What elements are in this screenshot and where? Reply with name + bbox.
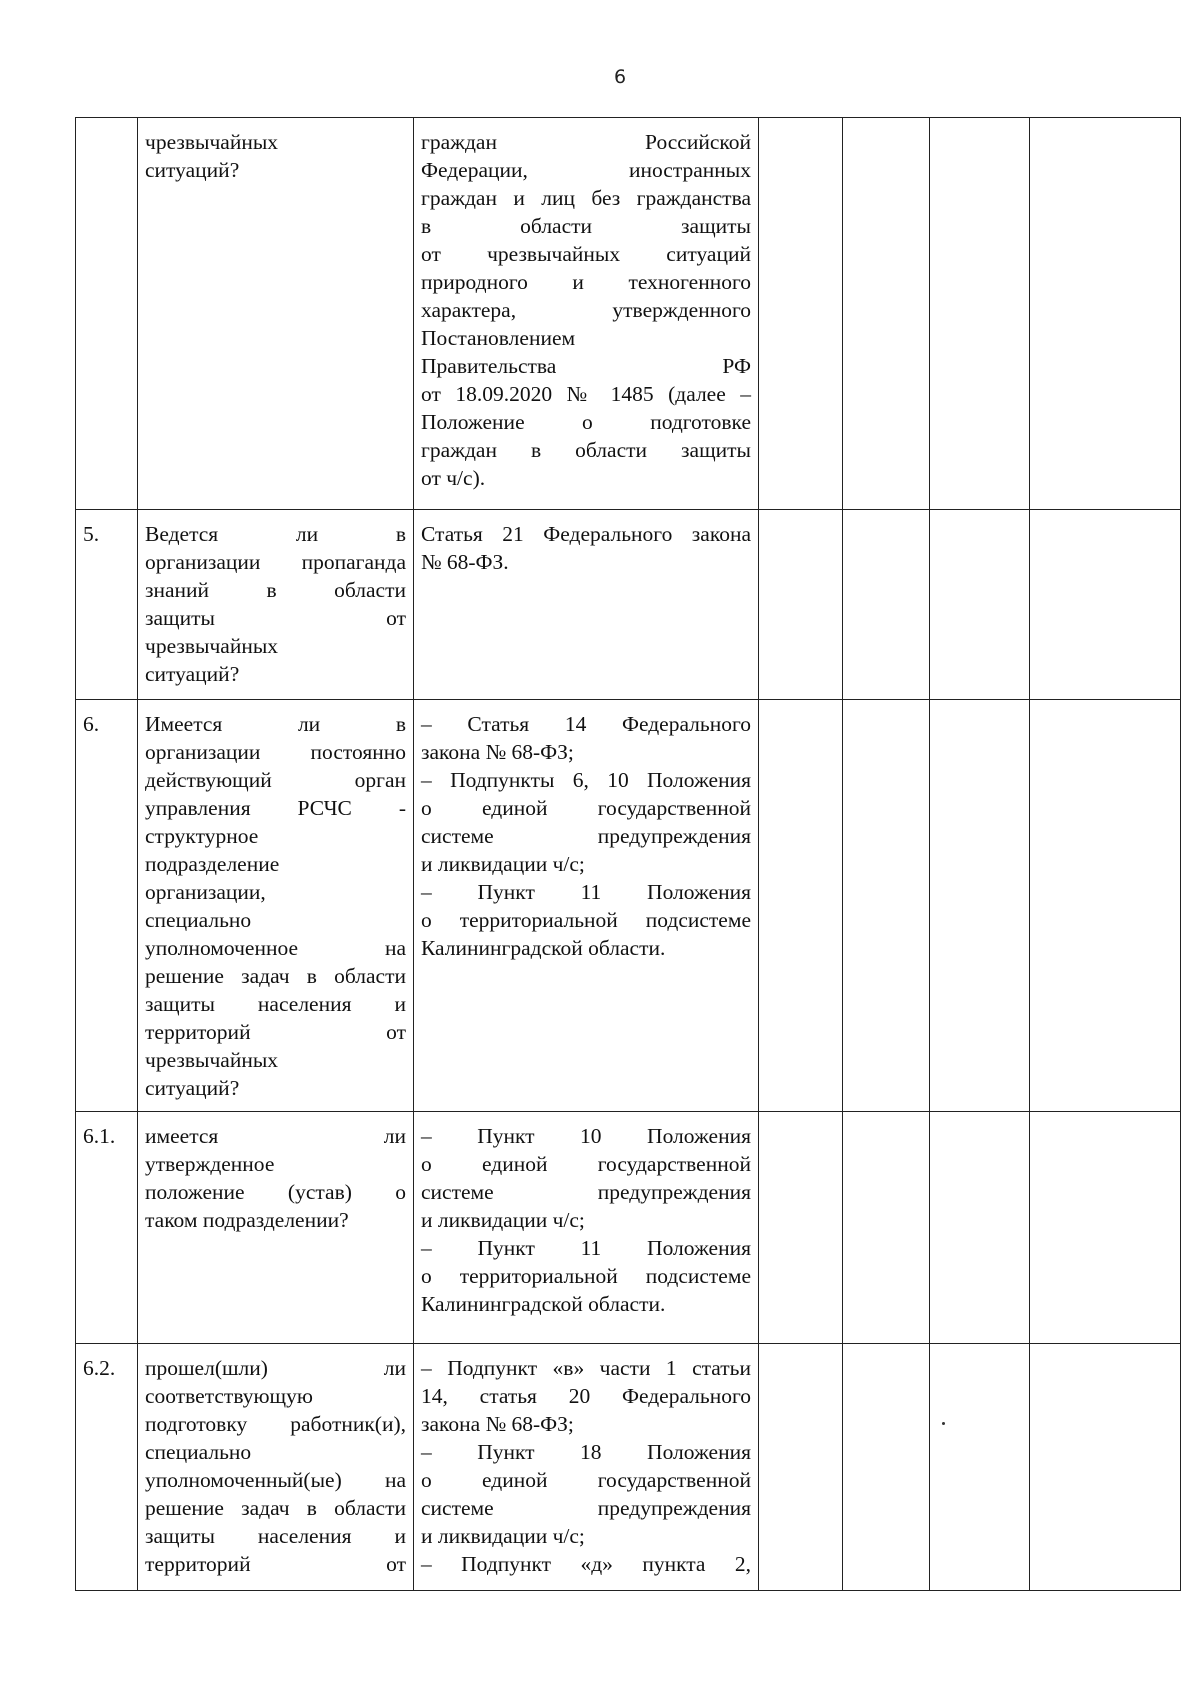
answer-no-cell (843, 510, 930, 700)
text-line: о единой государственной (421, 1468, 751, 1492)
text-line: природного и техногенного (421, 270, 751, 294)
text-line: граждан и лиц без гражданства (421, 186, 751, 210)
text-line: территорий от (145, 1552, 406, 1576)
question-cell (138, 700, 414, 1112)
item-number: 6. (83, 712, 100, 736)
checklist-table (75, 117, 1181, 1591)
table-row (76, 510, 1181, 700)
text-line: чрезвычайных (145, 1048, 279, 1072)
text-line: о территориальной подсистеме (421, 908, 751, 932)
text-line: Статья 21 Федерального закона (421, 522, 751, 546)
answer-not-applicable-cell (930, 1344, 1030, 1591)
text-line: – Подпункты 6, 10 Положения (421, 768, 751, 792)
answer-yes-cell (759, 510, 843, 700)
text-line: закона № 68-ФЗ; (421, 740, 574, 764)
text-line: управления РСЧС - (145, 796, 406, 820)
note-cell (1030, 1112, 1181, 1344)
text-line: – Пункт 10 Положения (421, 1124, 751, 1148)
answer-no-cell (843, 1112, 930, 1344)
question-cell (138, 118, 414, 510)
text-line: территорий от (145, 1020, 406, 1044)
item-number: 6.1. (83, 1124, 116, 1148)
item-number-cell (76, 1112, 138, 1344)
text-line: Ведется ли в (145, 522, 406, 546)
text-line: Положение о подготовке (421, 410, 751, 434)
item-number: 5. (83, 522, 100, 546)
answer-not-applicable-cell (930, 700, 1030, 1112)
text-line: Правительства РФ (421, 354, 751, 378)
stray-ink-dot (942, 1422, 945, 1425)
text-line: Калининградской области. (421, 936, 666, 960)
text-line: соответствующую (145, 1384, 313, 1408)
text-line: граждан Российской (421, 130, 751, 154)
text-line: ситуаций? (145, 1076, 240, 1100)
question-cell (138, 510, 414, 700)
text-line: прошел(шли) ли (145, 1356, 406, 1380)
text-line: специально (145, 1440, 252, 1464)
table-row (76, 1112, 1181, 1344)
answer-yes-cell (759, 118, 843, 510)
text-line: решение задач в области (145, 964, 406, 988)
text-line: закона № 68-ФЗ; (421, 1412, 574, 1436)
answer-not-applicable-cell (930, 1112, 1030, 1344)
text-line: – Пункт 11 Положения (421, 1236, 751, 1260)
table-row (76, 118, 1181, 510)
text-line: Имеется ли в (145, 712, 406, 736)
answer-yes-cell (759, 1112, 843, 1344)
text-line: граждан в области защиты (421, 438, 751, 462)
text-line: о территориальной подсистеме (421, 1264, 751, 1288)
note-cell (1030, 700, 1181, 1112)
text-line: защиты от (145, 606, 406, 630)
text-line: таком подразделении? (145, 1208, 349, 1232)
text-line: утвержденное (145, 1152, 275, 1176)
text-line: специально (145, 908, 252, 932)
question-cell (138, 1344, 414, 1591)
text-line: – Статья 14 Федерального (421, 712, 751, 736)
answer-yes-cell (759, 1344, 843, 1591)
legal-basis-cell (414, 1112, 759, 1344)
text-line: от ч/с). (421, 466, 486, 490)
table-row (76, 1344, 1181, 1591)
legal-basis-cell (414, 700, 759, 1112)
text-line: – Пункт 11 Положения (421, 880, 751, 904)
item-number: 6.2. (83, 1356, 116, 1380)
answer-not-applicable-cell (930, 118, 1030, 510)
note-cell (1030, 510, 1181, 700)
text-line: Федерации, иностранных (421, 158, 751, 182)
table-row (76, 700, 1181, 1112)
text-line: организации постоянно (145, 740, 406, 764)
page-number: 6 (613, 66, 627, 88)
legal-basis-cell (414, 118, 759, 510)
answer-not-applicable-cell (930, 510, 1030, 700)
text-line: защиты населения и (145, 992, 406, 1016)
text-line: о единой государственной (421, 1152, 751, 1176)
item-number-cell (76, 700, 138, 1112)
text-line: ситуаций? (145, 158, 240, 182)
text-line: чрезвычайных (145, 130, 279, 154)
text-line: – Подпункт «в» части 1 статьи (421, 1356, 751, 1380)
question-cell (138, 1112, 414, 1344)
text-line: знаний в области (145, 578, 406, 602)
answer-no-cell (843, 700, 930, 1112)
note-cell (1030, 118, 1181, 510)
text-line: действующий орган (145, 768, 406, 792)
answer-no-cell (843, 1344, 930, 1591)
text-line: системе предупреждения (421, 1496, 751, 1520)
legal-basis-cell (414, 510, 759, 700)
text-line: защиты населения и (145, 1524, 406, 1548)
item-number-cell (76, 1344, 138, 1591)
text-line: от 18.09.2020 № 1485 (далее – (421, 382, 751, 406)
text-line: 14, статья 20 Федерального (421, 1384, 751, 1408)
text-line: и ликвидации ч/с; (421, 1524, 585, 1548)
text-line: организации пропаганда (145, 550, 406, 574)
table-body (76, 118, 1181, 1591)
text-line: чрезвычайных (145, 634, 279, 658)
legal-basis-cell (414, 1344, 759, 1591)
text-line: – Пункт 18 Положения (421, 1440, 751, 1464)
text-line: и ликвидации ч/с; (421, 852, 585, 876)
text-line: организации, (145, 880, 266, 904)
text-line: о единой государственной (421, 796, 751, 820)
text-line: подразделение (145, 852, 280, 876)
text-line: подготовку работник(и), (145, 1412, 406, 1436)
text-line: ситуаций? (145, 662, 240, 686)
text-line: Постановлением (421, 326, 576, 350)
text-line: Калининградской области. (421, 1292, 666, 1316)
note-cell (1030, 1344, 1181, 1591)
text-line: структурное (145, 824, 259, 848)
text-line: уполномоченный(ые) на (145, 1468, 406, 1492)
item-number-cell (76, 510, 138, 700)
text-line: положение (устав) о (145, 1180, 406, 1204)
answer-yes-cell (759, 700, 843, 1112)
text-line: системе предупреждения (421, 1180, 751, 1204)
text-line: – Подпункт «д» пункта 2, (421, 1552, 751, 1576)
text-line: системе предупреждения (421, 824, 751, 848)
item-number-cell (76, 118, 138, 510)
text-line: уполномоченное на (145, 936, 406, 960)
text-line: характера, утвержденного (421, 298, 751, 322)
text-line: от чрезвычайных ситуаций (421, 242, 751, 266)
text-line: и ликвидации ч/с; (421, 1208, 585, 1232)
text-line: в области защиты (421, 214, 751, 238)
answer-no-cell (843, 118, 930, 510)
text-line: решение задач в области (145, 1496, 406, 1520)
text-line: № 68-ФЗ. (421, 550, 509, 574)
text-line: имеется ли (145, 1124, 406, 1148)
